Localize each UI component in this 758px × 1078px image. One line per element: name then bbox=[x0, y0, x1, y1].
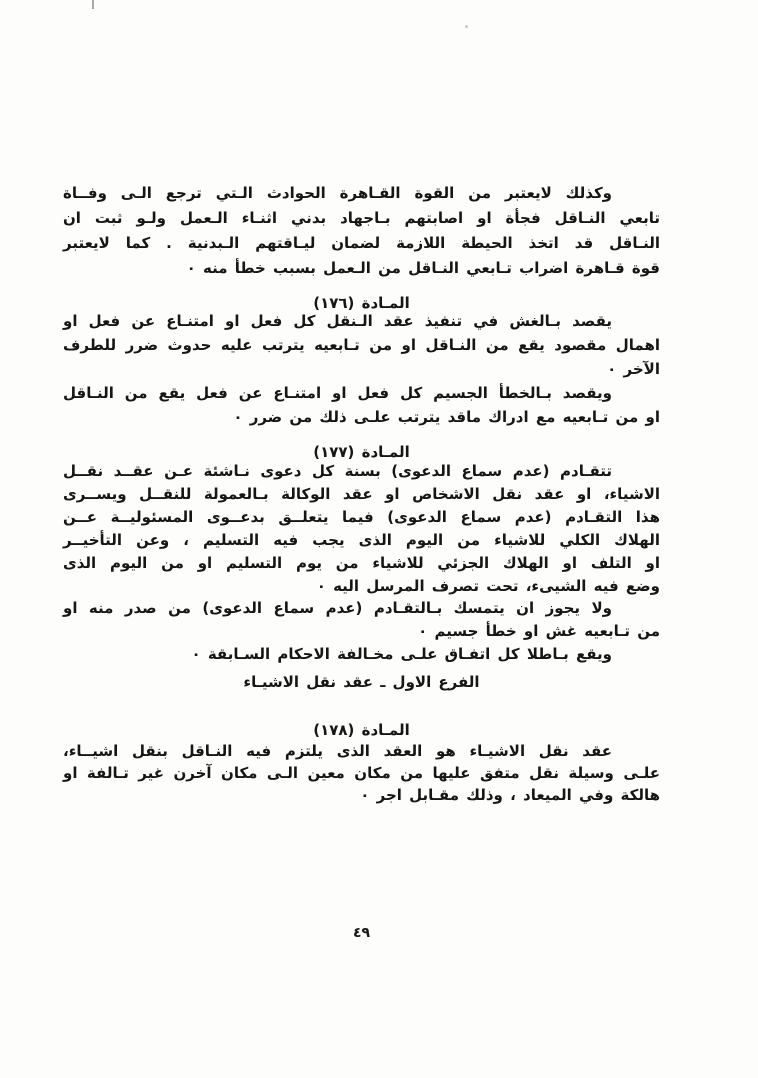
paragraph-force-majeure bbox=[63, 181, 660, 281]
text-line: الاشياء، او عقد نقل الاشخاص او عقد الوكالة بـالعمولة للنقــل ويســرى bbox=[63, 485, 660, 503]
text-line: الهلاك الكلي للاشياء من اليوم الذى يجب فيه التسليم ، وعن التأخيــر bbox=[63, 531, 660, 549]
text-line: او من تـابعيه مع ادراك ماقد يترتب علـى ذلك من ضرر ٠ bbox=[233, 408, 660, 426]
text-line: علـى وسيلة نقل متفق عليها من مكان معين الـى مكان آخرن غير تـالفة او bbox=[63, 764, 660, 782]
text-line: تتقـادم (عدم سماع الدعوى) بسنة كل دعوى نـاشئة عـن عقــد نقــل bbox=[63, 462, 612, 480]
text-line: ويقصد بـالخطأ الجسيم كل فعل او امتنـاع عن فعل يقع من النـاقل bbox=[63, 384, 612, 402]
paragraph-prescription bbox=[63, 460, 660, 598]
text-line: من تـابعيه غش او خطأ جسيم ٠ bbox=[418, 622, 660, 640]
text-line: ولا يجوز ان يتمسك بـالتقـادم (عدم سماع الدعوى) من صدر منه او bbox=[63, 599, 612, 617]
text-line: هذا التقـادم (عدم سماع الدعوى) فيما يتعلــق بدعــوى المسئوليــة عــن bbox=[63, 508, 660, 526]
paragraph-void-agreements bbox=[63, 643, 660, 666]
article-178-heading: المـادة (١٧٨) bbox=[313, 721, 410, 739]
paragraph-goods-transport-contract bbox=[63, 740, 660, 806]
paragraph-gross-fault-definition bbox=[63, 381, 660, 429]
text-line: النـاقل قد اتخذ الحيطة اللازمة لضمان ليـاقتهم الـبدنية . كما لايعتبر bbox=[63, 234, 660, 252]
text-line: هالكة وفي الميعاد ، وذلك مقـابل اجر ٠ bbox=[360, 786, 660, 804]
text-line: وكذلك لايعتبر من القوة القـاهرة الحوادث الـتي ترجع الـى وفــاة bbox=[63, 184, 612, 202]
text-line: الآخر ٠ bbox=[607, 360, 660, 378]
text-line: يقصد بـالغش في تنفيذ عقد الـنقل كل فعل او امتنـاع عن فعل او bbox=[63, 312, 612, 330]
article-176-heading: المـادة (١٧٦) bbox=[313, 294, 410, 312]
paragraph-fraud-definition bbox=[63, 309, 660, 381]
text-column bbox=[63, 0, 660, 1078]
text-line: عقد نقل الاشيـاء هو العقد الذى يلتزم فيه النـاقل بنقل اشيــاء، bbox=[63, 742, 612, 760]
text-line: او التلف او الهلاك الجزئي للاشياء من يوم التسليم او من اليوم الذى bbox=[63, 554, 660, 572]
text-line: وضع فيه الشيىء، تحت تصرف المرسل اليه ٠ bbox=[316, 577, 660, 595]
text-line: اهمال مقصود يقع من النـاقل او من تـابعيه يترتب عليه حدوث ضرر للطرف bbox=[63, 336, 660, 354]
page-number: ٤٩ bbox=[352, 925, 371, 941]
paragraph-prescription-exception bbox=[63, 597, 660, 643]
article-177-heading: المـادة (١٧٧) bbox=[313, 443, 410, 461]
text-line: تابعي النـاقل فجأة او اصابتهم بـاجهاد بدني اثنـاء الـعمل ولـو ثبت ان bbox=[63, 209, 660, 227]
text-line: قوة قـاهرة اضراب تـابعي النـاقل من الـعمل بسبب خطأ منه ٠ bbox=[186, 259, 660, 277]
text-line: ويقع بـاطلا كل اتفـاق علـى مخـالفة الاحكام السـابقة ٠ bbox=[191, 645, 612, 663]
section-heading: الفرع الاول ـ عقد نقل الاشيـاء bbox=[243, 673, 480, 691]
